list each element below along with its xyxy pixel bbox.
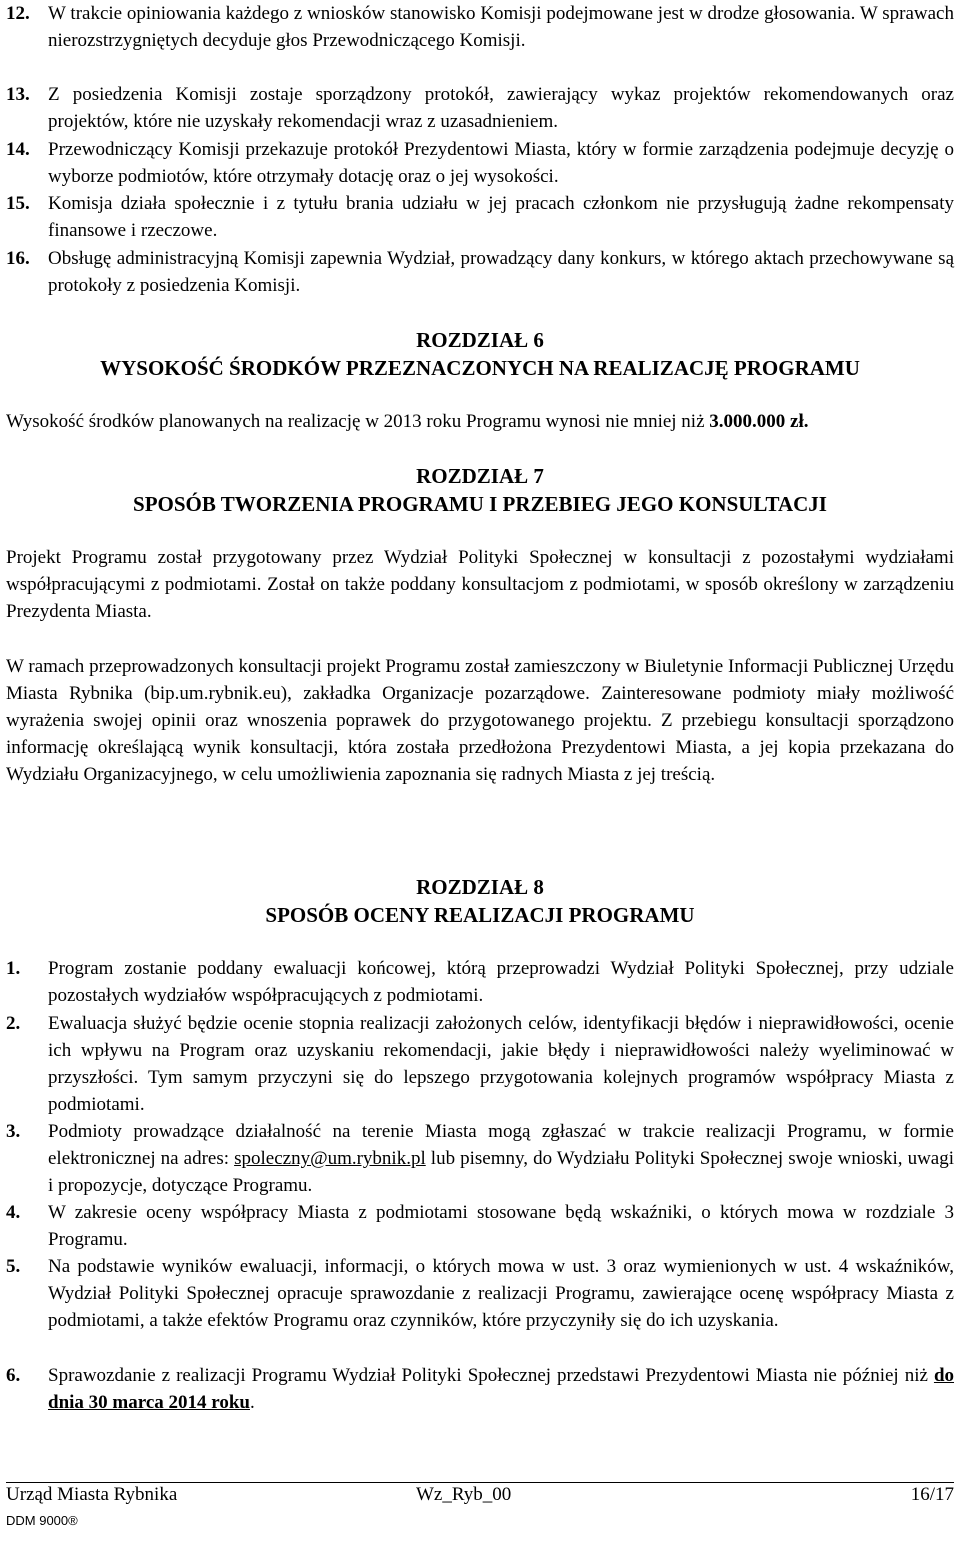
item-number: 5. <box>6 1256 21 1277</box>
footer-center: Wz_Ryb_00 <box>416 1484 512 1505</box>
list-item <box>6 1199 954 1253</box>
chapter-6-paragraph <box>6 408 954 435</box>
chapter-6-title: ROZDZIAŁ 6 <box>416 328 544 352</box>
chapter-7-paragraph-2: W ramach przeprowadzonych konsultacji projekt Programu został zamieszczony w Biuletynie Informacji Publicznej Urzędu Miasta Rybnika (bip.um.rybnik.eu), zakładka Organizacje pozarządowe. Zainteresowane podmioty miały możliwość wyrażenia swojej opinii oraz wnoszenia poprawek do przygotowanego projektu. Z przebiegu konsultacji sporządzono informację określającą wynik konsultacji, która została przedłożona Prezydentowi Miasta, a jej kopia przekazana do Wydziału Organizacyjnego, w celu umożliwienia zapoznania się radnych Miasta z jej treścią. <box>6 656 954 785</box>
item-text <box>48 1118 954 1199</box>
item-text: W zakresie oceny współpracy Miasta z podmiotami stosowane będą wskaźniki, o których mowa w rozdziale 3 Programu. <box>48 1202 954 1250</box>
item-number: 3. <box>6 1121 21 1142</box>
footer-divider <box>6 1482 954 1483</box>
footer-page-number: 16/17 <box>910 1484 954 1505</box>
list-item <box>6 81 954 135</box>
item-number: 4. <box>6 1202 21 1223</box>
list-item <box>6 1362 954 1416</box>
item-text-part: Sprawozdanie z realizacji Programu Wydział Polityki Społecznej przedstawi Prezydentowi Miasta nie później niż <box>48 1365 928 1386</box>
footer-subtext: DDM 9000® <box>6 1513 78 1528</box>
list-item <box>6 0 954 54</box>
item-number: 6. <box>6 1365 21 1386</box>
chapter-7-paragraph-1: Projekt Programu został przygotowany przez Wydział Polityki Społecznej w konsultacji z pozostałymi wydziałami współpracującymi z podmiotami. Został on także poddany konsultacjom z podmiotami, w sposób określony w zarządzeniu Prezydenta Miasta. <box>6 547 954 622</box>
chapter-8-title: ROZDZIAŁ 8 <box>416 875 544 899</box>
item-text-part: . <box>250 1392 255 1413</box>
item-text: Na podstawie wyników ewaluacji, informacji, o których mowa w ust. 3 oraz wymienionych w ust. 4 wskaźników, Wydział Polityki Społecznej opracuje sprawozdanie z realizacji Programu, zawierające ocenę współpracy Miasta z podmiotami, a także efektów Programu oraz czynników, które przyczyniły się do ich uzyskania. <box>48 1256 954 1331</box>
footer-left: Urząd Miasta Rybnika <box>6 1484 178 1505</box>
chapter-8-subtitle: SPOSÓB OCENY REALIZACJI PROGRAMU <box>265 903 695 927</box>
item-text-part: lub pisemny, do Wydziału Polityki Społecznej swoje wnioski, uwagi i propozycje, dotyczące Programu. <box>48 1148 955 1196</box>
email-link[interactable]: spoleczny@um.rybnik.pl <box>234 1148 426 1169</box>
item-text <box>48 1362 954 1416</box>
item-text: W trakcie opiniowania każdego z wniosków stanowisko Komisji podejmowane jest w drodze głosowania. W sprawach nierozstrzygniętych decyduje głos Przewodniczącego Komisji. <box>48 3 954 51</box>
list-item <box>6 190 954 244</box>
deadline: do dnia 30 marca 2014 roku <box>48 1365 955 1413</box>
chapter-6-text: Wysokość środków planowanych na realizację w 2013 roku Programu wynosi nie mniej niż <box>6 411 705 432</box>
item-text: Ewaluacja służyć będzie ocenie stopnia realizacji założonych celów, identyfikacji błędów i nieprawidłowości, ocenie ich wpływu na Program oraz uzyskaniu rekomendacji, jakie błędy i nieprawidłowości należy wyeliminować w przyszłości. Tym samym przyczyni się do lepszego przygotowania kolejnych programów współpracy Miasta z podmiotami. <box>48 1013 954 1115</box>
chapter-6-subtitle: WYSOKOŚĆ ŚRODKÓW PRZEZNACZONYCH NA REALIZACJĘ PROGRAMU <box>100 356 860 380</box>
item-number: 13. <box>6 84 30 105</box>
list-item <box>6 136 954 190</box>
item-number: 15. <box>6 193 30 214</box>
item-text: Komisja działa społecznie i z tytułu brania udziału w jej pracach członkom nie przysługują żadne rekompensaty finansowe i rzeczowe. <box>48 193 954 241</box>
list-item <box>6 245 954 299</box>
chapter-7-title: ROZDZIAŁ 7 <box>416 464 544 488</box>
item-text: Program zostanie poddany ewaluacji końcowej, którą przeprowadzi Wydział Polityki Społecznej, przy udziale pozostałych wydziałów współpracujących z podmiotami. <box>48 958 954 1006</box>
program-amount: 3.000.000 zł. <box>709 411 809 432</box>
item-number: 1. <box>6 958 21 979</box>
item-text: Obsługę administracyjną Komisji zapewnia Wydział, prowadzący dany konkurs, w którego aktach przechowywane są protokoły z posiedzenia Komisji. <box>48 248 954 296</box>
item-text: Z posiedzenia Komisji zostaje sporządzony protokół, zawierający wykaz projektów rekomendowanych oraz projektów, które nie uzyskały rekomendacji wraz z uzasadnieniem. <box>48 84 954 132</box>
chapter-7-subtitle: SPOSÓB TWORZENIA PROGRAMU I PRZEBIEG JEGO KONSULTACJI <box>133 492 827 516</box>
footer <box>6 1484 954 1510</box>
item-number: 14. <box>6 139 30 160</box>
list-item <box>6 1253 954 1334</box>
list-item <box>6 1118 954 1199</box>
item-number: 12. <box>6 3 30 24</box>
item-text-part: Podmioty prowadzące działalność na terenie Miasta mogą zgłaszać w trakcie realizacji Programu, w formie elektronicznej na adres: <box>48 1121 954 1169</box>
item-number: 2. <box>6 1013 21 1034</box>
item-text: Przewodniczący Komisji przekazuje protokół Prezydentowi Miasta, który w formie zarządzenia podejmuje decyzję o wyborze podmiotów, które otrzymały dotację oraz o jej wysokości. <box>48 139 954 187</box>
list-item <box>6 955 954 1009</box>
item-number: 16. <box>6 248 30 269</box>
list-item <box>6 1010 954 1118</box>
